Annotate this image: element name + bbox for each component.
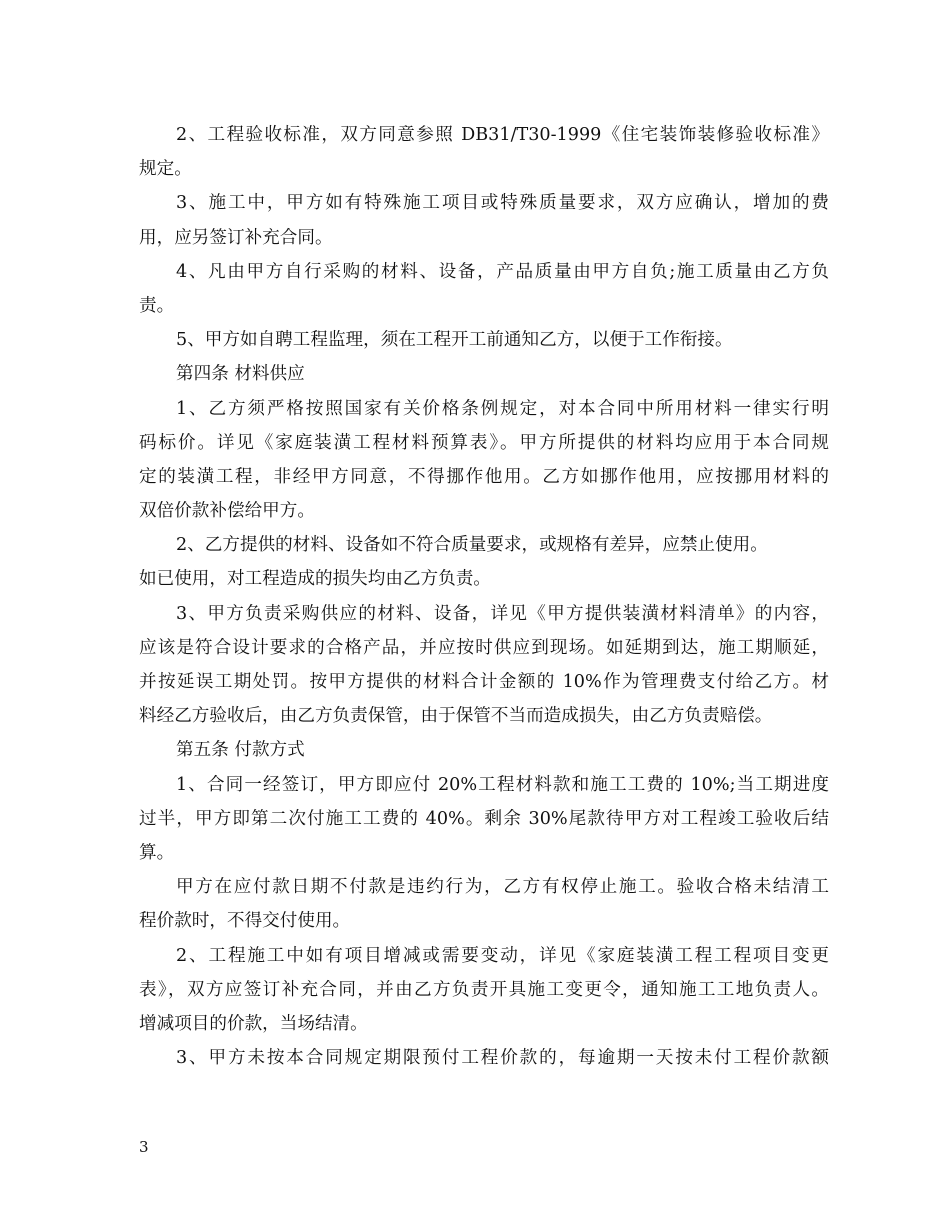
text-line: 1、合同一经签订，甲方即应付 20%工程材料款和施工工费的 10%;当工期进度 [176, 774, 829, 795]
text-line: 2、乙方提供的材料、设备如不符合质量要求，或规格有差异，应禁止使用。 [176, 535, 768, 556]
text-line: 过半，甲方即第二次付施工工费的 40%。剩余 30%尾款待甲方对工程竣工验收后结 [139, 808, 829, 829]
text-line: 1、乙方须严格按照国家有关价格条例规定，对本合同中所用材料一律实行明 [176, 398, 829, 419]
text-line: 甲方在应付款日期不付款是违约行为，乙方有权停止施工。验收合格未结清工 [176, 877, 829, 898]
text-line: 5、甲方如自聘工程监理，须在工程开工前通知乙方，以便于工作衔接。 [176, 330, 733, 351]
text-line: 规定。 [139, 159, 192, 180]
text-line: 第四条 材料供应 [176, 364, 305, 385]
text-line: 算。 [139, 842, 175, 863]
text-line: 增减项目的价款，当场结清。 [139, 1013, 368, 1034]
text-line: 第五条 付款方式 [176, 740, 305, 761]
text-line: 码标价。详见《家庭装潢工程材料预算表》。甲方所提供的材料均应用于本合同规 [139, 432, 829, 453]
text-line: 2、工程施工中如有项目增减或需要变动，详见《家庭装潢工程工程项目变更 [176, 945, 829, 966]
text-line: 表》，双方应签订补充合同，并由乙方负责开具施工变更令，通知施工工地负责人。 [139, 979, 829, 1000]
text-line: 如已使用，对工程造成的损失均由乙方负责。 [139, 569, 491, 590]
text-line: 定的装潢工程，非经甲方同意，不得挪作他用。乙方如挪作他用，应按挪用材料的 [139, 466, 829, 487]
text-line: 程价款时，不得交付使用。 [139, 911, 351, 932]
text-line: 2、工程验收标准，双方同意参照 DB31/T30-1999《住宅装饰装修验收标准》 [176, 125, 829, 145]
page-number: 3 [139, 1138, 149, 1156]
text-line: 3、施工中，甲方如有特殊施工项目或特殊质量要求，双方应确认，增加的费 [176, 193, 829, 214]
text-line: 用，应另签订补充合同。 [139, 227, 333, 248]
text-line: 双倍价款补偿给甲方。 [139, 501, 315, 522]
text-line: 料经乙方验收后，由乙方负责保管，由于保管不当而造成损失，由乙方负责赔偿。 [139, 706, 773, 727]
text-line: 应该是符合设计要求的合格产品，并应按时供应到现场。如延期到达，施工期顺延， [139, 637, 829, 658]
text-line: 责。 [139, 295, 175, 316]
text-line: 3、甲方负责采购供应的材料、设备，详见《甲方提供装潢材料清单》的内容， [176, 603, 829, 624]
text-line: 3、甲方未按本合同规定期限预付工程价款的，每逾期一天按未付工程价款额 [176, 1048, 829, 1069]
text-line: 4、凡由甲方自行采购的材料、设备，产品质量由甲方自负;施工质量由乙方负 [176, 261, 829, 282]
document-body [139, 118, 829, 1075]
text-line: 并按延误工期处罚。按甲方提供的材料合计金额的 10%作为管理费支付给乙方。材 [139, 672, 829, 692]
